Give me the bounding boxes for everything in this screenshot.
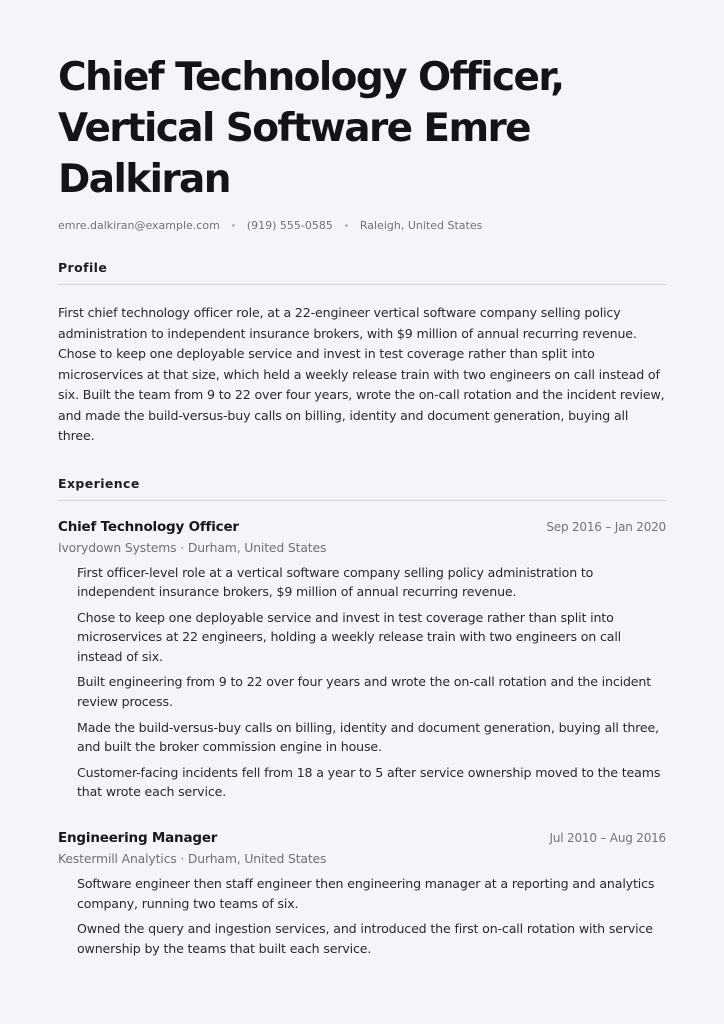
job-dates: Sep 2016 – Jan 2020: [546, 519, 666, 534]
job-company: Ivorydown Systems · Durham, United States: [58, 539, 327, 555]
contact-phone[interactable]: (919) 555-0585: [246, 218, 333, 232]
experience-section: [58, 476, 666, 959]
job-entry: [58, 519, 666, 803]
job-header: [58, 830, 666, 846]
profile-summary: First chief technology officer role, at a 22-engineer vertical software company selling policy administration to independent insurance brokers, with $9 million of annual recurring revenue. Chose to keep one deployable service and invest in test coverage rather than split into microservices at that size, which held a weekly release train with two engineers on call instead of six. Built the team from 9 to 22 over four years, wrote the on-call rotation and the incident review, and made the build-versus-buy calls on billing, identity and document generation, buying all three.: [58, 305, 665, 443]
contact-location: Raleigh, United States: [359, 218, 483, 232]
contact-email[interactable]: emre.dalkiran@example.com: [58, 218, 220, 232]
job-bullet: Software engineer then staff engineer then engineering manager at a reporting and analytics company, running two teams of six.: [77, 876, 655, 912]
job-bullet: Owned the query and ingestion services, and introduced the first on-call rotation with service ownership by the teams that built each service.: [77, 921, 653, 957]
section-title-experience: Experience: [58, 476, 666, 501]
job-header: [58, 519, 666, 535]
job-bullet: Made the build-versus-buy calls on billing, identity and document generation, buying all three, and built the broker commission engine in house.: [77, 719, 659, 755]
job-title: Engineering Manager: [58, 830, 218, 847]
job-bullet: Built engineering from 9 to 22 over four years and wrote the on-call rotation and the incident review process.: [77, 674, 652, 710]
contact-line: [58, 217, 666, 233]
separator-dot: [232, 224, 235, 227]
job-dates: Jul 2010 – Aug 2016: [549, 831, 666, 846]
job-entry: [58, 830, 666, 959]
job-title: Chief Technology Officer: [58, 518, 239, 535]
job-bullet: Chose to keep one deployable service and invest in test coverage rather than split into microservices at 22 engineers, holding a weekly release train with two engineers on call instead of six.: [77, 609, 622, 665]
job-bullet: Customer-facing incidents fell from 18 a year to 5 after service ownership moved to the teams that wrote each service.: [77, 764, 661, 800]
job-bullets: [58, 874, 666, 959]
section-title-profile: Profile: [58, 260, 666, 285]
job-bullet: First officer-level role at a vertical software company selling policy administration to independent insurance brokers, $9 million of annual recurring revenue.: [77, 564, 594, 600]
job-company: Kestermill Analytics · Durham, United States: [58, 851, 327, 867]
profile-section: [58, 260, 666, 447]
candidate-name: Chief Technology Officer, Vertical Software Emre Dalkiran: [58, 55, 564, 202]
separator-dot: [345, 224, 348, 227]
job-bullets: [58, 563, 666, 803]
